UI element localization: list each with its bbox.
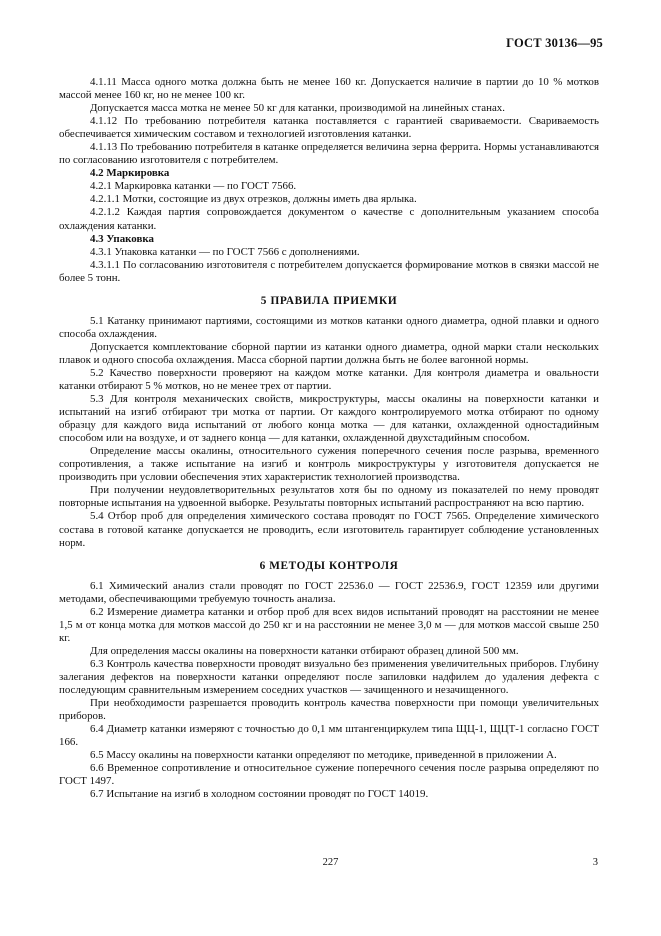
paragraph-6-1: 6.1 Химический анализ стали проводят по ГОСТ 22536.0 — ГОСТ 22536.9, ГОСТ 12359 или другими методами, обеспечивающими требуемую точность анализа. [59,579,599,605]
paragraph: При необходимости разрешается проводить контроль качества поверхности при помощи увеличительных приборов. [59,697,599,723]
document-body [59,76,599,801]
paragraph: Определение массы окалины, относительного сужения поперечного сечения после разрыва, временного сопротивления, а также испытание на изгиб и контроль микроструктуры у изготовителя допускается не производить при условии обеспечения этих характеристик технологией производства. [59,445,599,484]
paragraph-6-3: 6.3 Контроль качества поверхности проводят визуально без применения увеличительных приборов. Глубину залегания дефектов на поверхности катанки определяют после запиловки надфилем до удаления дефекта с последующим сравнительным измерением соседних участков — зачищенного и незачищенного. [59,657,599,696]
paragraph-5-2: 5.2 Качество поверхности проверяют на каждом мотке катанки. Для контроля диаметра и овальности катанки отбирают 5 % мотков, но не менее трех от партии. [59,366,599,392]
document-code-header: ГОСТ 30136—95 [506,36,603,50]
paragraph-5-1: 5.1 Катанку принимают партиями, состоящими из мотков катанки одного диаметра, одной плавки и одного способа охлаждения. [59,314,599,340]
paragraph-4-3-1-1: 4.3.1.1 По согласованию изготовителя с потребителем допускается формирование мотков в связки массой не более 5 тонн. [59,258,599,284]
paragraph-5-3: 5.3 Для контроля механических свойств, микроструктуры, массы окалины на поверхности катанки и испытаний на изгиб отбирают три мотка от партии. От каждого контролируемого мотка отбирают по одному образцу для каждого вида испытаний от любого конца мотка — для катанки, охлажденной одностадийным способом или на воздухе, и от заднего конца — для катанки, охлажденной двухстадийным способом. [59,393,599,445]
page-number-right: 3 [592,857,598,868]
section-heading-control-methods: 6 МЕТОДЫ КОНТРОЛЯ [259,559,399,572]
paragraph-4-3-1: 4.3.1 Упаковка катанки — по ГОСТ 7566 с дополнениями. [90,245,360,258]
page-number-center: 227 [322,857,339,868]
paragraph-6-4: 6.4 Диаметр катанки измеряют с точностью до 0,1 мм штангенциркулем типа ЩЦ-1, ЩЦТ-1 согласно ГОСТ 166. [59,723,599,749]
paragraph: Допускается масса мотка не менее 50 кг для катанки, производимой на линейных станах. [90,102,505,115]
subsection-heading-marking: 4.2 Маркировка [90,167,170,180]
paragraph-6-6: 6.6 Временное сопротивление и относительное сужение поперечного сечения после разрыва определяют по ГОСТ 1497. [59,762,599,788]
paragraph-4-1-12: 4.1.12 По требованию потребителя катанка поставляется с гарантией свариваемости. Свариваемость обеспечивается химическим составом и технологией изготовления катанки. [59,115,599,141]
paragraph-4-1-11: 4.1.11 Масса одного мотка должна быть не менее 160 кг. Допускается наличие в партии до 10 % мотков массой менее 160 кг, но не менее 100 кг. [59,76,599,102]
paragraph: При получении неудовлетворительных результатов хотя бы по одному из показателей по нему проводят повторные испытания на удвоенной выборке. Результаты повторных испытаний распространяют на всю партию. [59,484,599,510]
paragraph: Допускается комплектование сборной партии из катанки одного диаметра, одной марки стали нескольких плавок и одного способа охлаждения. Масса сборной партии должна быть не более вагонной нормы. [59,340,599,366]
paragraph: Для определения массы окалины на поверхности катанки отбирают образец длиной 500 мм. [90,644,519,657]
paragraph-4-1-13: 4.1.13 По требованию потребителя в катанке определяется величина зерна феррита. Нормы устанавливаются по согласованию изготовителя с потребителем. [59,141,599,167]
subsection-heading-packaging: 4.3 Упаковка [90,232,154,245]
section-heading-acceptance-rules: 5 ПРАВИЛА ПРИЕМКИ [260,294,398,307]
paragraph-6-2: 6.2 Измерение диаметра катанки и отбор проб для всех видов испытаний проводят на расстоянии не менее 1,5 м от конца мотка для мотков массой до 250 кг и на расстоянии не менее 3,0 м — для мотков массой свыше 250 кг. [59,605,599,644]
paragraph-4-2-1: 4.2.1 Маркировка катанки — по ГОСТ 7566. [90,180,297,193]
paragraph-4-2-1-1: 4.2.1.1 Мотки, состоящие из двух отрезков, должны иметь два ярлыка. [90,193,417,206]
paragraph-4-2-1-2: 4.2.1.2 Каждая партия сопровождается документом о качестве с дополнительным указанием способа охлаждения катанки. [59,206,599,232]
paragraph-6-5: 6.5 Массу окалины на поверхности катанки определяют по методике, приведенной в приложении А. [90,749,557,762]
paragraph-6-7: 6.7 Испытание на изгиб в холодном состоянии проводят по ГОСТ 14019. [90,788,429,801]
paragraph-5-4: 5.4 Отбор проб для определения химического состава проводят по ГОСТ 7565. Определение химического состава в готовой катанке допускается не проводить, если изготовитель гарантирует соблюдение установленных норм. [59,510,599,549]
